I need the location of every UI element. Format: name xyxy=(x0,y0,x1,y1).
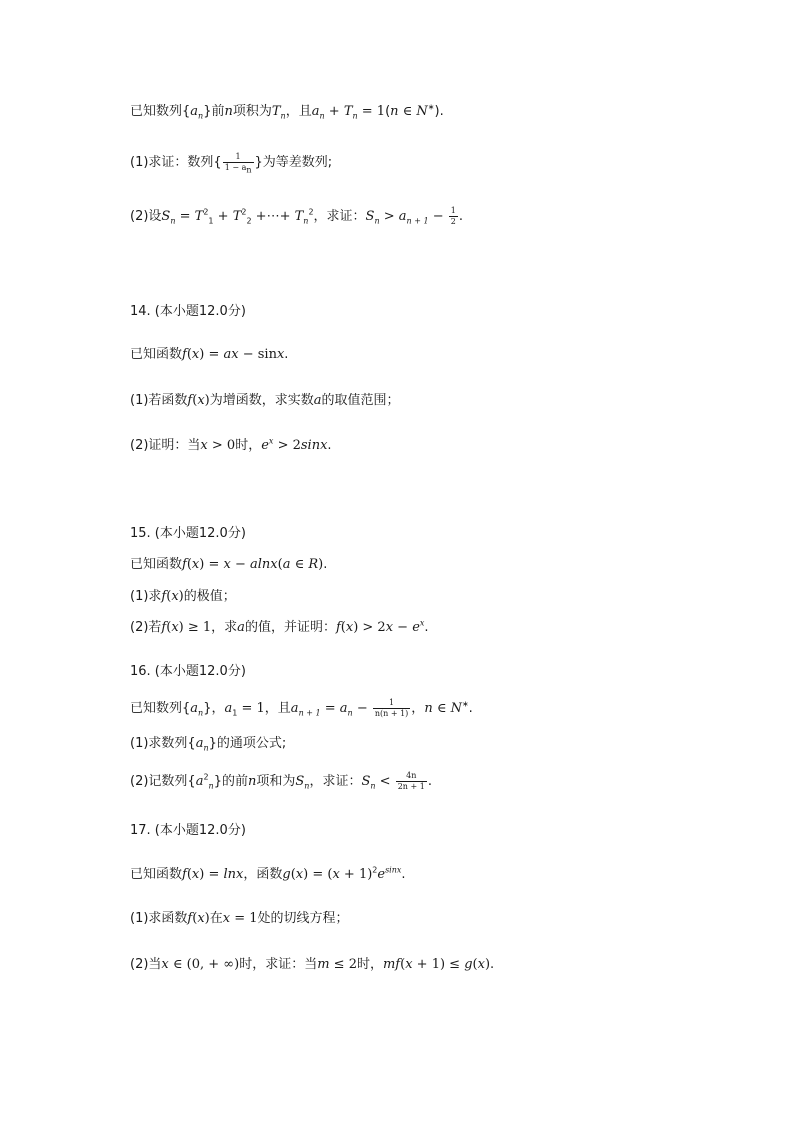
problem-17-part-1: (1)求函数f(x)在x = 1处的切线方程； xyxy=(130,911,349,926)
problem-14-part-1: (1)若函数f(x)为增函数，求实数a的取值范围； xyxy=(130,393,400,408)
problem-16-header: 16. (本小题12.0分) xyxy=(130,664,246,679)
problem-13-part-2: (2)设$S_n = T^2_1 + T^2_2$ +⋯+ $T_n^2$，求证：$S_n > a_{n + 1}$ − $\frac{1}{2}$ . xyxy=(130,206,463,226)
problem-16-part-1: (1)求数列$\{a_n\}$的通项公式; xyxy=(130,736,287,753)
problem-15-part-2: (2)若f(x) ≥ 1，求a的值，并证明：$f(x) > 2x - e^x$. xyxy=(130,618,429,635)
problem-16-part-2: (2)记数列$\{a^2_n\}$的前n项和为$S_n$，求证：$S_n$ < $\frac{4n}{2n + 1}$ . xyxy=(130,771,432,791)
fraction: $\frac{1}{n(n + 1)}$ xyxy=(374,698,409,718)
problem-15-stem: 已知函数f(x) = x − alnx(a ∈ R). xyxy=(130,557,328,572)
problem-17-part-2: (2)当x ∈ (0, + ∞)时，求证：当m ≤ 2时，mf(x + 1) ≤ g(x). xyxy=(130,957,495,972)
problem-15-header: 15. (本小题12.0分) xyxy=(130,526,246,541)
problem-13-stem: 已知数列$\{a_n\}$前n项积为$T_n$，且$a_n + T_n = 1(n$ ∈ N∗). xyxy=(130,102,444,121)
problem-14-part-2: (2)证明：当x > 0时，$e^x > 2\sin x$. xyxy=(130,436,332,453)
problem-14-header: 14. (本小题12.0分) xyxy=(130,304,246,319)
problem-16-stem: 已知数列$\{a_n\}$，$a_1 = 1$，且$a_{n + 1} = a_n$ − $\frac{1}{n(n + 1)}$ ，n ∈ N∗. xyxy=(130,698,473,718)
problem-17-header: 17. (本小题12.0分) xyxy=(130,823,246,838)
fraction: $\frac{1}{1 - a_n}$ xyxy=(224,152,252,175)
fraction: $\frac{4n}{2n + 1}$ xyxy=(397,771,425,791)
problem-13-part-1: (1)求证：数列{ $\frac{1}{1 - a_n}$ }为等差数列; xyxy=(130,152,333,175)
problem-15-part-1: (1)求f(x)的极值； xyxy=(130,589,236,604)
problem-17-stem: 已知函数f(x) = lnx，函数$g(x) = (x + 1)^2e^{sinx}$. xyxy=(130,865,406,882)
problem-14-stem: 已知函数f(x) = ax − sinx. xyxy=(130,347,289,362)
fraction: $\frac{1}{2}$ xyxy=(450,206,456,226)
